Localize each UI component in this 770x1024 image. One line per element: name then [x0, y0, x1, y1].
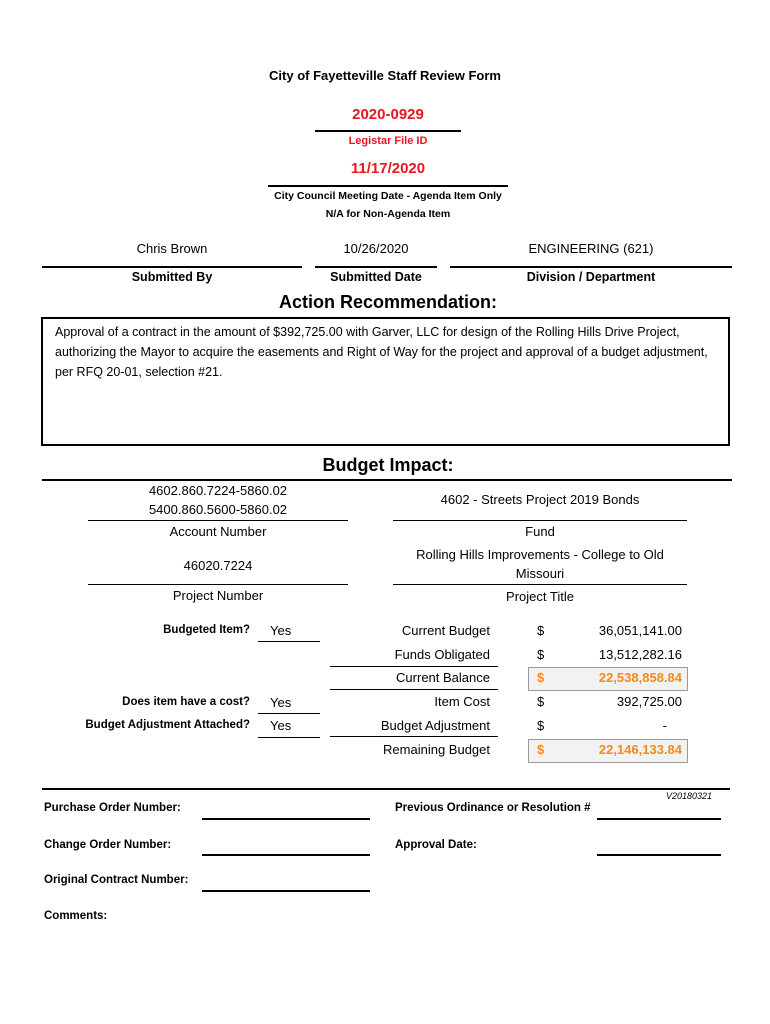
remaining-budget-label: Remaining Budget — [383, 742, 490, 757]
account-number-label: Account Number — [169, 524, 267, 539]
account-number-line — [88, 520, 348, 521]
project-title-line-1: Rolling Hills Improvements - College to Old — [416, 547, 664, 562]
legistar-label: Legistar File ID — [348, 135, 428, 147]
po-number-label: Purchase Order Number: — [44, 802, 181, 814]
funds-obligated-label: Funds Obligated — [394, 647, 490, 662]
budget-heading: Budget Impact: — [322, 455, 454, 475]
project-title-label: Project Title — [506, 589, 574, 604]
project-title-line-2: Missouri — [515, 566, 565, 581]
has-cost-value: Yes — [270, 695, 292, 710]
budget-adjustment-value: - — [662, 718, 667, 733]
item-cost-label: Item Cost — [434, 694, 490, 709]
legistar-id: 2020-0929 — [352, 106, 424, 123]
account-number-1: 4602.860.7224-5860.02 — [148, 483, 288, 498]
current-balance-value: 22,538,858.84 — [598, 670, 682, 685]
division-label: Division / Department — [526, 270, 656, 284]
currency-symbol: $ — [537, 718, 545, 733]
approval-date-field[interactable] — [597, 854, 721, 856]
prev-ordinance-field[interactable] — [597, 818, 721, 820]
current-balance-label: Current Balance — [396, 670, 490, 685]
division-value: ENGINEERING (621) — [528, 241, 654, 256]
project-number-value: 46020.7224 — [183, 558, 253, 573]
adjustment-attached-value: Yes — [270, 718, 292, 733]
current-budget-label: Current Budget — [401, 623, 490, 638]
remaining-top-line — [330, 736, 498, 737]
submitted-by-value: Chris Brown — [136, 241, 208, 256]
budgeted-item-line — [258, 641, 320, 642]
project-number-label: Project Number — [172, 588, 264, 603]
prev-ordinance-label: Previous Ordinance or Resolution # — [395, 802, 591, 814]
budgeted-item-label: Budgeted Item? — [163, 624, 250, 636]
budgeted-item-value: Yes — [270, 623, 292, 638]
comments-label: Comments: — [44, 910, 108, 922]
budget-divider — [42, 479, 732, 481]
meeting-label-na: N/A for Non-Agenda Item — [325, 208, 451, 220]
currency-symbol: $ — [537, 647, 545, 662]
budget-adjustment-label: Budget Adjustment — [380, 718, 490, 733]
meeting-date: 11/17/2020 — [350, 160, 426, 177]
action-text: Approval of a contract in the amount of $392,725.00 with Garver, LLC for design of the Rolling Hills Drive Project, authorizing the Mayor to acquire the easements and Right of Way for the project and approval of a budget adjustment, per RFQ 20-01, selection #21. — [55, 325, 708, 379]
change-order-label: Change Order Number: — [44, 839, 172, 851]
adjustment-attached-label: Budget Adjustment Attached? — [85, 719, 250, 731]
action-box — [41, 317, 730, 446]
funds-obligated-value: 13,512,282.16 — [598, 647, 682, 662]
submitted-date-label: Submitted Date — [330, 270, 422, 284]
project-title-line — [393, 584, 687, 585]
adjustment-attached-line — [258, 737, 320, 738]
change-order-field[interactable] — [202, 854, 370, 856]
original-contract-label: Original Contract Number: — [44, 874, 189, 886]
item-cost-value: 392,725.00 — [616, 694, 682, 709]
po-number-field[interactable] — [202, 818, 370, 820]
original-contract-field[interactable] — [202, 890, 370, 892]
has-cost-line — [258, 713, 320, 714]
balance-bottom-line — [330, 689, 498, 690]
version-label: V20180321 — [665, 791, 712, 801]
project-number-line — [88, 584, 348, 585]
footer-divider — [42, 788, 730, 790]
fund-label: Fund — [525, 524, 555, 539]
currency-symbol: $ — [537, 623, 545, 638]
submitted-by-line — [42, 266, 302, 268]
currency-symbol: $ — [537, 742, 545, 757]
submitted-date-line — [315, 266, 437, 268]
division-line — [450, 266, 732, 268]
fund-line — [393, 520, 687, 521]
fund-value: 4602 - Streets Project 2019 Bonds — [440, 492, 640, 507]
current-budget-value: 36,051,141.00 — [598, 623, 682, 638]
form-title: City of Fayetteville Staff Review Form — [269, 68, 501, 83]
meeting-date-underline — [268, 185, 508, 187]
meeting-label: City Council Meeting Date - Agenda Item Only — [274, 190, 502, 202]
balance-top-line — [330, 666, 498, 667]
currency-symbol: $ — [537, 670, 545, 685]
approval-date-label: Approval Date: — [395, 839, 477, 851]
currency-symbol: $ — [537, 694, 545, 709]
account-number-2: 5400.860.5600-5860.02 — [148, 502, 288, 517]
legistar-underline — [315, 130, 461, 132]
submitted-date-value: 10/26/2020 — [343, 241, 409, 256]
has-cost-label: Does item have a cost? — [122, 696, 250, 708]
submitted-by-label: Submitted By — [131, 270, 213, 284]
remaining-budget-value: 22,146,133.84 — [598, 742, 682, 757]
action-heading: Action Recommendation: — [278, 292, 497, 312]
